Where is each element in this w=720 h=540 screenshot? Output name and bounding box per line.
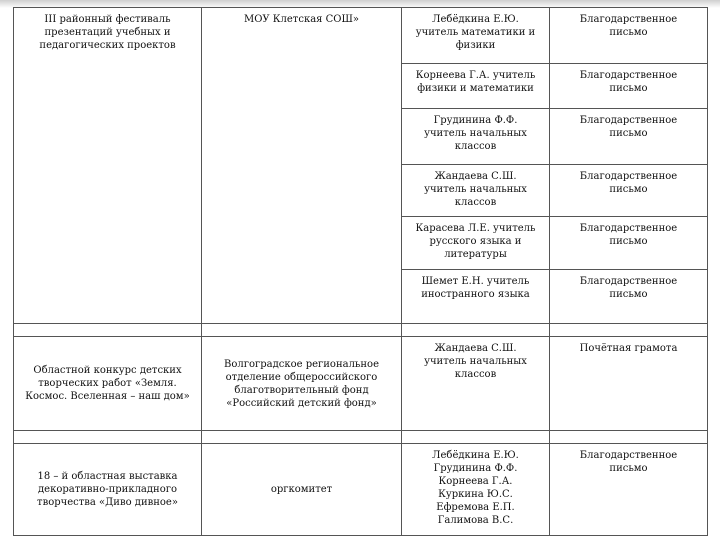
empty-cell [14,431,202,444]
award-cell: Благодарственное письмо [550,8,708,64]
award-cell: Благодарственное письмо [550,165,708,217]
event-cell: III районный фестиваль презентаций учебных и педагогических проектов [14,8,202,324]
person-name: Корнеева Г.А. [438,476,513,487]
empty-cell [202,431,402,444]
people-cell [402,444,550,536]
empty-cell [550,324,708,337]
award-cell: Благодарственное письмо [550,217,708,270]
award-cell: Благодарственное письмо [550,109,708,165]
empty-cell [402,431,550,444]
person-name: Куркина Ю.С. [438,489,513,500]
empty-cell [202,324,402,337]
organizer-cell: МОУ Клетская СОШ» [202,8,402,324]
empty-row [14,324,708,337]
person-cell: Грудинина Ф.Ф. учитель начальных классов [402,109,550,165]
award-cell: Благодарственное письмо [550,64,708,109]
organizer-cell: оргкомитет [202,444,402,536]
person-cell: Корнеева Г.А. учитель физики и математики [402,64,550,109]
award-cell: Благодарственное письмо [550,270,708,324]
empty-cell [14,324,202,337]
person-cell: Жандаева С.Ш. учитель начальных классов [402,165,550,217]
event-cell: 18 – й областная выставка декоративно-прикладного творчества «Диво дивное» [14,444,202,536]
event-cell: Областной конкурс детских творческих работ «Земля. Космос. Вселенная – наш дом» [14,337,202,431]
award-cell: Благодарственное письмо [550,444,708,536]
person-name: Ефремова Е.П. [436,502,515,513]
person-cell: Карасева Л.Е. учитель русского языка и литературы [402,217,550,270]
person-cell: Шемет Е.Н. учитель иностранного языка [402,270,550,324]
table-row [14,8,708,64]
table-row [14,337,708,431]
empty-cell [402,324,550,337]
organizer-cell: Волгоградское региональное отделение общероссийского благотворительный фонд «Российский детский фонд» [202,337,402,431]
person-name: Лебёдкина Е.Ю. [432,450,519,461]
person-cell: Жандаева С.Ш. учитель начальных классов [402,337,550,431]
empty-cell [550,431,708,444]
table-row [14,444,708,536]
award-cell: Почётная грамота [550,337,708,431]
person-name: Грудинина Ф.Ф. [433,463,518,474]
awards-table [13,7,708,536]
person-cell: Лебёдкина Е.Ю. учитель математики и физики [402,8,550,64]
empty-row [14,431,708,444]
person-name: Галимова В.С. [437,515,514,526]
